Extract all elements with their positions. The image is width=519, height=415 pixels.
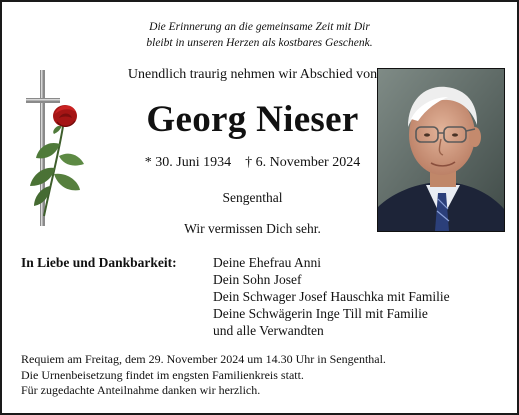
intro-text: Unendlich traurig nehmen wir Abschied von (127, 67, 378, 82)
requiem-line: Requiem am Freitag, dem 29. November 2024 um 14.30 Uhr in Sengenthal. (21, 352, 386, 366)
mourner-entry: Deine Schwägerin Inge Till mit Familie (213, 306, 428, 321)
motto-line-1: Die Erinnerung an die gemeinsame Zeit mit Dir (149, 21, 370, 33)
portrait-photo (377, 68, 505, 232)
farewell-line: Wir vermissen Dich sehr. (184, 221, 321, 236)
mourner-entry: und alle Verwandten (213, 323, 324, 338)
deceased-name: Georg Nieser (146, 99, 359, 140)
mourners-label: In Liebe und Dankbarkeit: (21, 255, 177, 270)
mourner-entry: Deine Ehefrau Anni (213, 255, 321, 270)
place-of-residence: Sengenthal (222, 190, 283, 205)
thanks-line: Für zugedachte Anteilnahme danken wir herzlich. (21, 383, 261, 397)
mourners-list (213, 254, 450, 339)
mourner-entry: Dein Sohn Josef (213, 272, 302, 287)
mourner-entry: Dein Schwager Josef Hauschka mit Familie (213, 289, 450, 304)
life-dates: * 30. Juni 1934 † 6. November 2024 (144, 155, 361, 170)
motto-line-2: bleibt in unseren Herzen als kostbares Geschenk. (146, 37, 373, 49)
motto (2, 19, 517, 51)
service-details (21, 352, 386, 399)
burial-line: Die Urnenbeisetzung findet im engsten Familienkreis statt. (21, 367, 304, 382)
